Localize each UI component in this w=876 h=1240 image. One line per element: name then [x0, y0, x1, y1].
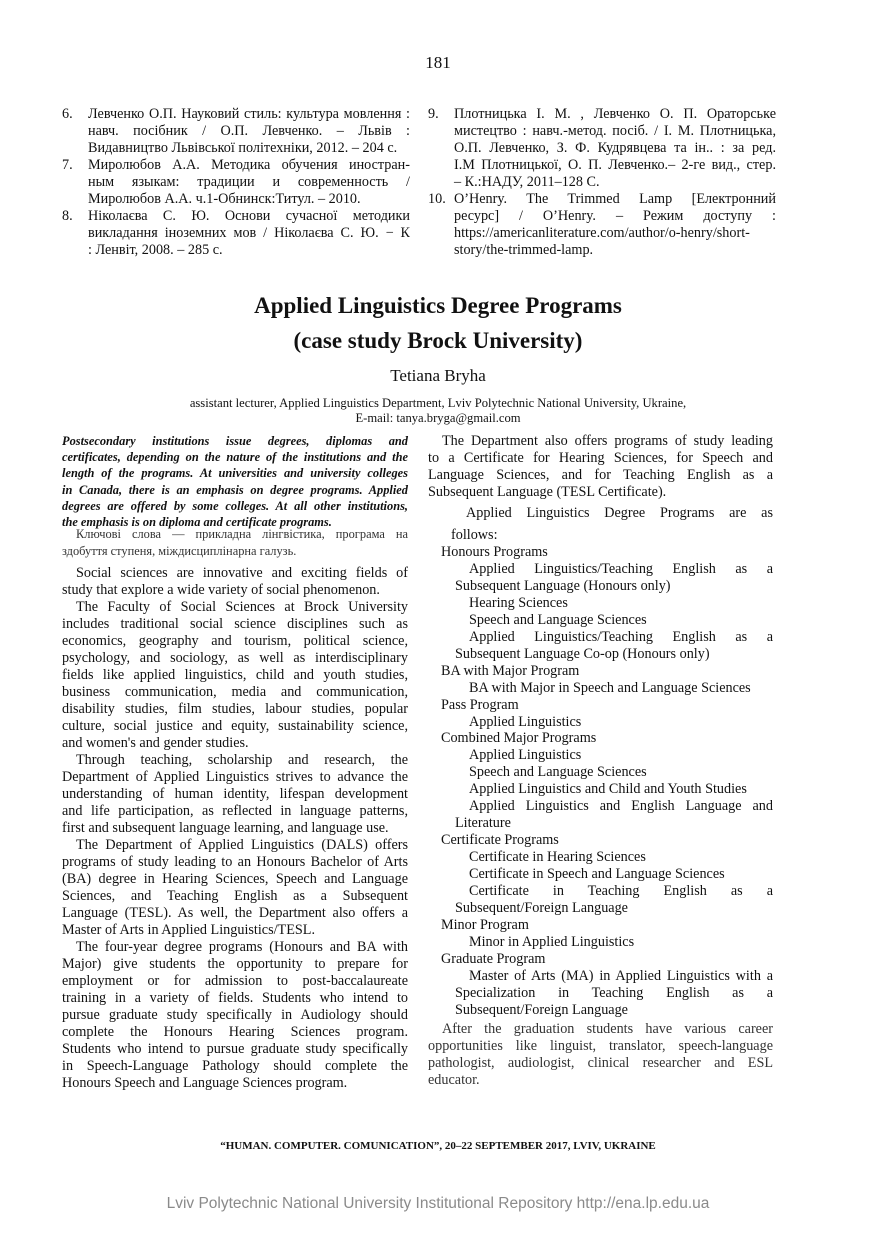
reference-line: ресурс] / O’Henry. – Режим доступу :	[454, 208, 776, 224]
author-affiliation: assistant lecturer, Applied Linguistics Department, Lviv Polytechnic National University, Ukraine,	[189, 396, 687, 410]
body-line: training in a variety of fields. Students who intend to	[62, 990, 408, 1006]
program-item: Subsequent Language Co-op (Honours only)	[455, 645, 710, 662]
body-line: Major) give students the opportunity to prepare for	[62, 956, 408, 972]
abstract-line: in Canada, there is an emphasis on degree programs. Applied	[62, 482, 408, 497]
reference-number: 9.	[428, 106, 439, 122]
program-item: Master of Arts (MA) in Applied Linguistics with a	[469, 967, 773, 984]
body-line: pathologist, audiologist, clinical researcher and ESL	[428, 1055, 773, 1071]
program-item: Speech and Language Sciences	[469, 611, 647, 628]
reference-line: О.П. Левченко, З. Ф. Кудрявцева та ін.. : за ред.	[454, 140, 776, 156]
program-category: BA with Major Program	[441, 662, 580, 679]
reference-number: 7.	[62, 157, 73, 173]
body-line: Through teaching, scholarship and research, the	[76, 752, 408, 768]
article-subtitle: (case study Brock University)	[293, 328, 583, 353]
program-item: Specialization in Teaching English as a	[455, 984, 773, 1001]
reference-line: мистецтво : навч.-метод. посіб. / І. М. Плотницька,	[454, 123, 776, 139]
abstract-line: length of the programs. At universities and university colleges	[62, 466, 408, 481]
program-item: Applied Linguistics/Teaching English as a	[469, 560, 773, 577]
body-line: The four-year degree programs (Honours and BA with	[76, 939, 408, 955]
program-item: Certificate in Hearing Sciences	[469, 849, 646, 866]
body-line: Department of Applied Linguistics strives to advance the	[62, 769, 408, 785]
body-line: (BA) degree in Hearing Sciences, Speech and Language	[62, 871, 408, 887]
body-line: educator.	[428, 1072, 480, 1088]
reference-line: Миролюбов А.А. Методика обучения иностран-	[88, 157, 410, 173]
reference-line: Миролюбов А.А. ч.1-Обнинск:Титул. – 2010.	[88, 191, 361, 207]
body-line: Honours Speech and Language Sciences program.	[62, 1075, 348, 1091]
conference-footer: “HUMAN. COMPUTER. COMUNICATION”, 20–22 SEPTEMBER 2017, LVIV, UKRAINE	[220, 1140, 656, 1152]
body-line: pursue graduate study specifically in Audiology should	[62, 1007, 408, 1023]
keywords-line: Ключові слова — прикладна лінгвістика, програма на	[76, 527, 408, 541]
author-name: Tetiana Bryha	[390, 366, 486, 385]
body-line: first and subsequent language learning, and language use.	[62, 820, 389, 836]
program-item: Minor in Applied Linguistics	[469, 933, 635, 950]
body-line: complete the Honours Hearing Sciences program.	[62, 1024, 408, 1040]
program-item: Applied Linguistics/Teaching English as a	[469, 628, 773, 645]
body-line: Sciences, and Teaching English as a Subsequent	[62, 888, 408, 904]
program-item: Certificate in Speech and Language Sciences	[469, 866, 725, 883]
program-category: Pass Program	[441, 696, 519, 713]
reference-line: ным языкам: традиции и современность /	[88, 174, 410, 190]
program-category: Minor Program	[441, 916, 529, 933]
body-line: and life participation, as reflected in language patterns,	[62, 803, 408, 819]
body-line: Social sciences are innovative and exciting fields of	[76, 565, 408, 581]
programs-intro-line: Applied Linguistics Degree Programs are as	[466, 505, 773, 521]
program-item: Applied Linguistics	[469, 713, 582, 730]
body-line: culture, social justice and equity, sustainability science,	[62, 718, 408, 734]
body-line: Language Sciences, and for Teaching English as a	[428, 467, 773, 483]
body-line: study that explore a wide variety of social phenomenon.	[62, 582, 380, 598]
program-item: Subsequent/Foreign Language	[455, 899, 628, 916]
body-line: employment or for admission to post-baccalaureate	[62, 973, 408, 989]
program-item: Speech and Language Sciences	[469, 764, 647, 781]
program-item: Applied Linguistics and English Language and	[469, 798, 773, 815]
reference-line: story/the-trimmed-lamp.	[454, 242, 594, 258]
reference-line: Ніколаєва С. Ю. Основи сучасної методики	[88, 208, 410, 224]
body-line: psychology, and sociology, as well as interdisciplinary	[62, 650, 408, 666]
program-category: Combined Major Programs	[441, 730, 597, 747]
keywords-line: здобуття ступеня, міждисциплінарна галузь.	[62, 544, 297, 558]
body-line: The Faculty of Social Sciences at Brock University	[76, 599, 408, 615]
body-line: Students who intend to pursue graduate study specifically	[62, 1041, 408, 1057]
reference-line: Левченко О.П. Науковий стиль: культура мовлення :	[88, 106, 410, 122]
body-line: economics, geography and tourism, political science,	[62, 633, 408, 649]
body-line: in Speech-Language Pathology should complete the	[62, 1058, 408, 1074]
abstract-line: the emphasis is on diploma and certificate programs.	[62, 515, 332, 529]
abstract-line: certificates, depending on the nature of the institutions and the	[62, 450, 408, 465]
body-line: and women's and gender studies.	[62, 735, 249, 751]
reference-line: І.М Плотницької, О. П. Левченко.– 2-ге вид., стер.	[454, 157, 776, 173]
reference-line: : Ленвіт, 2008. – 285 с.	[88, 242, 223, 258]
program-item: BA with Major in Speech and Language Sciences	[469, 679, 751, 696]
repository-footer: Lviv Polytechnic National University Institutional Repository http://ena.lp.edu.ua	[166, 1195, 710, 1212]
body-line: Master of Arts in Applied Linguistics/TESL.	[62, 922, 315, 938]
body-line: disability studies, film studies, labour studies, popular	[62, 701, 408, 717]
reference-number: 6.	[62, 106, 73, 122]
page-number: 181	[425, 53, 451, 72]
program-item: Subsequent/Foreign Language	[455, 1001, 628, 1018]
reference-line: – К.:НАДУ, 2011–128 С.	[454, 174, 600, 190]
program-item: Literature	[455, 815, 511, 832]
abstract-line: Postsecondary institutions issue degrees, diplomas and	[62, 434, 408, 448]
program-category: Honours Programs	[441, 544, 548, 560]
reference-line: Видавництво Львівської політехніки, 2012. – 204 с.	[88, 140, 398, 156]
reference-number: 8.	[62, 208, 73, 224]
article-title: Applied Linguistics Degree Programs	[254, 293, 622, 318]
reference-line: Плотницька І. М. , Левченко О. П. Ораторське	[454, 106, 776, 122]
body-line: After the graduation students have various career	[442, 1021, 773, 1037]
program-item: Applied Linguistics	[469, 747, 582, 764]
body-line: fields like applied linguistics, child and youth studies,	[62, 667, 408, 683]
reference-line: навч. посібник / О.П. Левченко. – Львів :	[88, 123, 410, 139]
body-line: opportunities like linguist, translator, speech-language	[428, 1038, 773, 1054]
body-line: includes traditional social science disciplines such as	[62, 616, 408, 632]
program-item: Hearing Sciences	[469, 594, 568, 611]
reference-line: O’Henry. The Trimmed Lamp [Електронний	[454, 191, 776, 207]
body-line: The Department of Applied Linguistics (DALS) offers	[76, 837, 408, 853]
reference-number: 10.	[428, 191, 446, 207]
body-line: business communication, media and communication,	[62, 684, 408, 700]
programs-intro-line: follows:	[451, 527, 498, 543]
program-item: Certificate in Teaching English as a	[469, 883, 773, 899]
body-line: Subsequent Language (TESL Certificate).	[428, 484, 667, 500]
body-line: understanding of human identity, lifespan development	[62, 786, 408, 802]
program-item: Subsequent Language (Honours only)	[455, 577, 671, 594]
reference-line: викладання іноземних мов / Ніколаєва С. Ю. − К	[88, 225, 410, 241]
body-line: programs of study leading to an Honours Bachelor of Arts	[62, 854, 408, 870]
program-item: Applied Linguistics and Child and Youth Studies	[469, 781, 747, 798]
body-line: to a Certificate for Hearing Sciences, for Speech and	[428, 450, 773, 466]
abstract-line: degrees are offered by some colleges. At all other institutions,	[62, 498, 408, 513]
program-category: Graduate Program	[441, 950, 546, 967]
program-category: Certificate Programs	[441, 832, 559, 849]
reference-line: https://americanliterature.com/author/o-henry/short-	[454, 225, 750, 241]
author-email: E-mail: tanya.bryga@gmail.com	[355, 411, 521, 425]
body-line: Language (TESL). As well, the Department also offers a	[62, 905, 408, 921]
body-line: The Department also offers programs of study leading	[442, 433, 773, 449]
